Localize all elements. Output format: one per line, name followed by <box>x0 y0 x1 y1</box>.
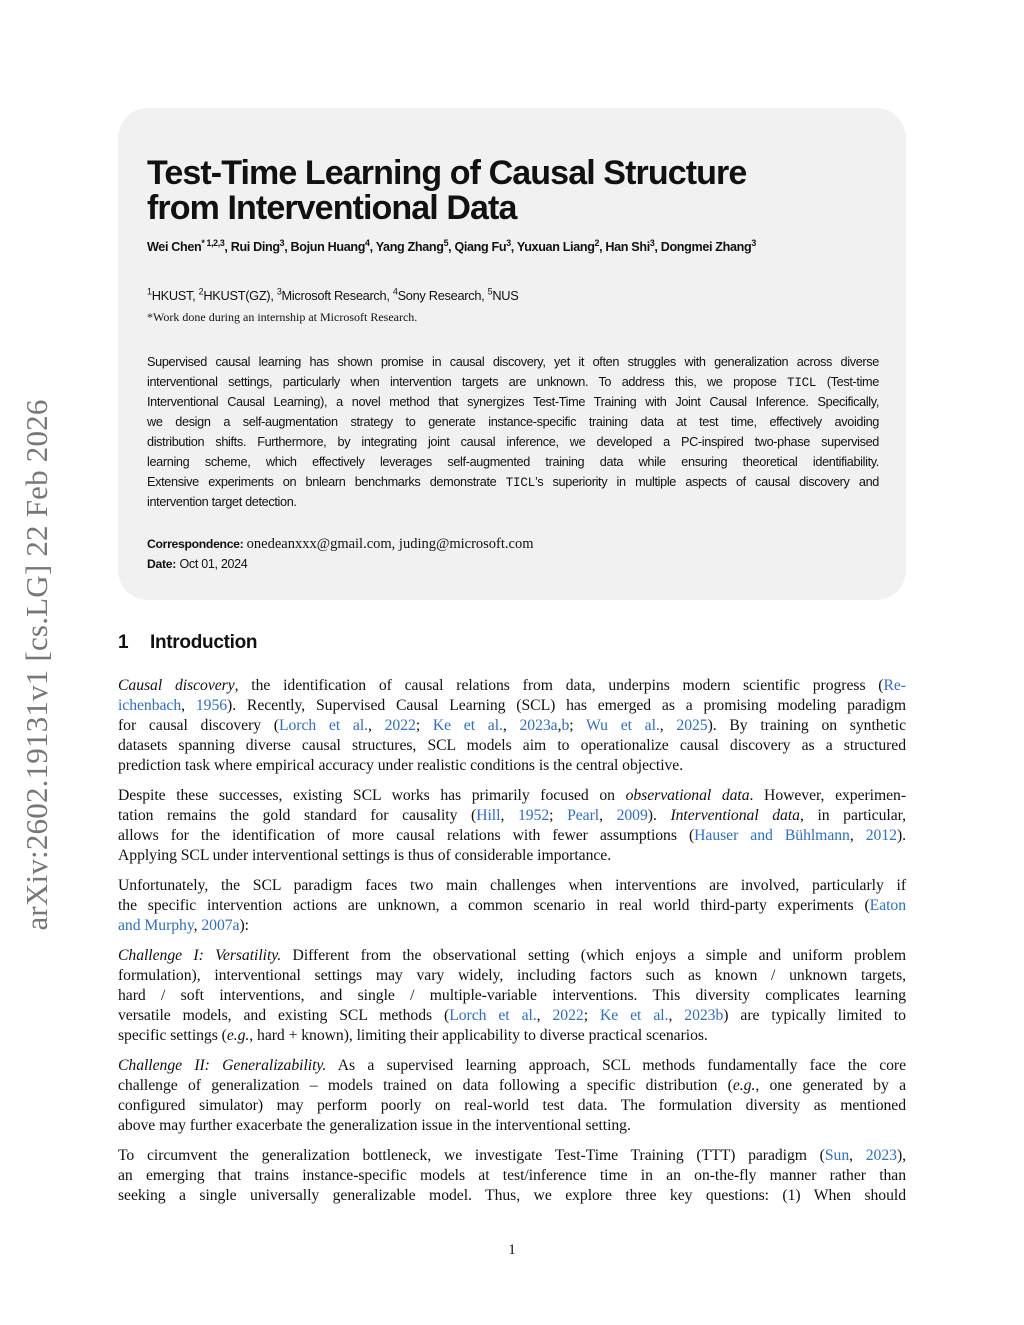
citation-year-link[interactable]: 2025 <box>676 717 708 734</box>
author: Bojun Huang <box>290 240 366 254</box>
text-line: Unfortunately, the SCL paradigm faces two main challenges when interventions are involved, particularly if <box>118 877 906 894</box>
paragraph-6 <box>118 1146 906 1206</box>
citation-link[interactable]: Re- <box>883 677 906 694</box>
citation-year-link[interactable]: 2022 <box>384 717 416 734</box>
author-affil: 4 <box>365 237 370 248</box>
citation-link[interactable]: Hill <box>476 807 501 824</box>
section-heading <box>118 632 257 654</box>
author-list: Wei Chen$^{* 1,2,3}$, Rui Ding$^3$, Bojun Huang$^4$, Yang Zhang$^5$, Qiang Fu$^3$, Yuxuan Liang$^2$, Han Shi$^3$, Dongmei Zhang$^3$ <box>147 237 756 254</box>
abstract-text: Extensive experiments on bnlearn benchmarks demonstrate <box>147 475 506 489</box>
author: Dongmei Zhang <box>660 240 752 254</box>
text: , hard + known), limiting their applicability to diverse practical scenarios. <box>249 1027 708 1044</box>
citation-link[interactable]: Sun <box>824 1147 850 1164</box>
text: , one generated by a <box>755 1077 906 1094</box>
internship-footnote: *Work done during an internship at Microsoft Research. <box>147 310 418 324</box>
author: Yuxuan Liang <box>516 240 595 254</box>
affil-mark: 4 <box>392 286 398 297</box>
paragraph-1 <box>118 676 906 776</box>
section-title: Introduction <box>150 632 258 653</box>
emphasis: Causal discovery <box>118 677 235 694</box>
text-line: above may further exacerbate the generalization issue in the interventional setting. <box>118 1117 631 1134</box>
citation-year-link[interactable]: 2023b <box>684 1007 724 1024</box>
text: ). <box>896 827 906 844</box>
paper-title <box>147 156 887 226</box>
author: Yang Zhang <box>375 240 444 254</box>
text: To circumvent the generalization bottleneck, we investigate Test-Time Training (TTT) paradigm ( <box>118 1147 825 1164</box>
text-line <box>118 1056 906 1076</box>
text: ) are typically limited to <box>723 1007 906 1024</box>
text-line <box>118 896 906 916</box>
text: specific settings ( <box>118 1027 227 1044</box>
text-line <box>118 1026 906 1046</box>
abstract-line: intervention target detection. <box>147 495 297 509</box>
author: Qiang Fu <box>454 240 507 254</box>
correspondence <box>147 536 534 553</box>
abstract-line <box>147 372 879 392</box>
abstract-text: interventional settings, particularly when intervention targets are unknown. To address this, we propose <box>147 375 788 389</box>
emphasis: observational data <box>625 787 750 804</box>
text: the specific intervention actions are unknown, a common scenario in real world third-party experiments ( <box>118 897 870 914</box>
section-number: 1 <box>118 632 129 653</box>
author-affil: 5 <box>443 237 449 248</box>
text: Despite these successes, existing SCL works has primarily focused on <box>118 787 626 804</box>
citation-link[interactable]: Pearl <box>567 807 600 824</box>
affil-mark: 5 <box>487 286 493 297</box>
text-line: and Murphy, 2007a): <box>118 917 249 934</box>
citation-link[interactable]: Wu et al. <box>586 717 660 734</box>
text-line <box>118 786 906 806</box>
author: Wei Chen <box>147 240 202 254</box>
paragraph-4 <box>118 946 906 1046</box>
correspondence-emails[interactable]: onedeanxxx@gmail.com, juding@microsoft.com <box>246 536 534 552</box>
abstract-line: Supervised causal learning has shown promise in causal discovery, yet it often struggles with generalization across diverse <box>147 355 879 369</box>
citation-link[interactable]: Hauser and Bühlmann <box>694 827 850 844</box>
text-line <box>118 946 906 966</box>
arxiv-sidebar <box>12 370 62 960</box>
date-value: Oct 01, 2024 <box>179 557 248 571</box>
emphasis: e.g. <box>226 1027 250 1044</box>
text: ), <box>896 1147 906 1164</box>
citation-link[interactable]: Eaton <box>869 897 906 914</box>
citation-link[interactable]: Lorch et al. <box>278 717 368 734</box>
affiliation: NUS <box>492 288 519 303</box>
text-line: Applying SCL under interventional settings is thus of considerable importance. <box>118 847 612 864</box>
date <box>147 557 247 571</box>
author: Rui Ding <box>230 240 280 254</box>
affiliations: $^1$HKUST, $^2$HKUST(GZ), $^3$Microsoft Research, $^4$Sony Research, $^5$NUS <box>147 286 519 303</box>
affil-mark: 3 <box>276 286 282 297</box>
affil-mark: 2 <box>198 286 204 297</box>
text: tation remains the gold standard for causality ( <box>118 807 477 824</box>
citation-year-link[interactable]: 2007a <box>201 917 240 934</box>
citation-year-link[interactable]: 2022 <box>552 1007 584 1024</box>
text-line: for causal discovery (Lorch et al., 2022; Ke et al., 2023a,b; Wu et al., 2025). By training on synthetic <box>118 717 906 734</box>
text-line: configured simulator) may perform poorly on real-world test data. The formulation diversity as mentioned <box>118 1097 906 1114</box>
citation-year-link[interactable]: b <box>561 717 570 734</box>
affil-mark: 1 <box>147 286 152 297</box>
emphasis: Interventional data <box>670 807 800 824</box>
citation-year-link[interactable]: 2009 <box>616 807 648 824</box>
paragraph-2 <box>118 786 906 866</box>
text-line: To circumvent the generalization bottleneck, we investigate Test-Time Training (TTT) paradigm (Sun, 2023), <box>118 1147 906 1164</box>
text: Different from the observational setting (which enjoys a simple and uniform problem <box>281 947 906 964</box>
emphasis: Challenge II: Generalizability. <box>118 1057 327 1074</box>
text: for causal discovery ( <box>118 717 279 734</box>
author-affil: 3 <box>649 237 655 248</box>
abstract-text: ’s superiority in multiple aspects of causal discovery and <box>534 475 879 489</box>
citation-link[interactable]: Lorch et al. <box>449 1007 537 1024</box>
affiliation: HKUST(GZ) <box>203 288 271 303</box>
text-line: formulation), interventional settings may vary widely, including factors such as known / unknown targets, <box>118 967 906 984</box>
text-line: ichenbach, 1956). Recently, Supervised Causal Learning (SCL) has emerged as a promising modeling paradigm <box>118 697 907 714</box>
abstract-line: learning scheme, which effectively leverages self-augmented training data while ensuring theoretical identifiability. <box>147 455 879 469</box>
title-line-1: Test-Time Learning of Causal Structure <box>147 154 747 192</box>
arxiv-id: arXiv:2602.19131v1 [cs.LG] 22 Feb 2026 <box>19 399 54 931</box>
affiliation: Sony Research <box>397 288 482 303</box>
text: . However, experimen- <box>749 787 906 804</box>
text: allows for the identification of more causal relations with fewer assumptions ( <box>118 827 695 844</box>
citation-link[interactable]: Ke et al. <box>432 717 503 734</box>
text-line: tation remains the gold standard for causality (Hill, 1952; Pearl, 2009). Interventional data, in particular, <box>118 807 907 824</box>
citation-year-link[interactable]: 2023a <box>519 717 558 734</box>
method-name: TICL <box>787 376 817 390</box>
text: ). Recently, Supervised Causal Learning (SCL) has emerged as a promising modeling paradigm <box>227 697 907 714</box>
text: , in particular, <box>799 807 907 824</box>
abstract-line: we design a self-augmentation strategy to generate instance-specific training data at test time, effectively avoiding <box>147 415 879 429</box>
text-line: seeking a single universally generalizable model. Thus, we explore three key questions: (1) When should <box>118 1187 906 1204</box>
text: ): <box>239 917 249 934</box>
author-affil: * 1,2,3 <box>201 237 225 248</box>
citation-year-link[interactable]: 2012 <box>865 827 897 844</box>
date-label: Date: <box>147 557 176 571</box>
author-affil: 3 <box>506 237 511 248</box>
emphasis: e.g. <box>732 1077 756 1094</box>
abstract-line: distribution shifts. Furthermore, by integrating joint causal inference, we developed a PC-inspired two-phase supervised <box>147 435 879 449</box>
author-affil: 2 <box>594 237 600 248</box>
citation-year-link[interactable]: 1956 <box>195 697 228 714</box>
paragraph-5 <box>118 1056 906 1136</box>
text: versatile models, and existing SCL methods ( <box>118 1007 450 1024</box>
abstract-line: Interventional Causal Learning), a novel method that synergizes Test-Time Training with Joint Causal Inference. Specifically, <box>147 395 879 409</box>
affiliation: Microsoft Research <box>281 288 387 303</box>
text-line: datasets spanning diverse causal structures, SCL models aim to operationalize causal discovery as a structured <box>118 737 906 754</box>
citation-year-link[interactable]: 2023 <box>865 1147 897 1164</box>
text-line: allows for the identification of more causal relations with fewer assumptions (Hauser and Bühlmann, 2012). <box>118 827 906 844</box>
author: Han Shi <box>605 240 650 254</box>
text-line <box>118 676 906 696</box>
text: , the identification of causal relations from data, underpins modern scientific progress ( <box>234 677 884 694</box>
text-line <box>118 1076 906 1096</box>
abstract-text: (Test-time <box>816 375 879 389</box>
emphasis: Challenge I: Versatility. <box>118 947 282 964</box>
citation-link[interactable]: and Murphy <box>118 917 194 934</box>
text-line: prediction task where empirical accuracy under realistic conditions is the central objective. <box>118 757 684 774</box>
affiliation: HKUST <box>151 288 193 303</box>
abstract-line <box>147 472 879 492</box>
text: ). By training on synthetic <box>707 717 906 734</box>
citation-link[interactable]: Ke et al. <box>599 1007 669 1024</box>
method-name: TICL <box>505 476 535 490</box>
text-line: an emerging that trains instance-specific models at test/inference time in an on-the-fly manner rather than <box>118 1167 906 1184</box>
citation-year-link[interactable]: 1952 <box>517 807 550 824</box>
author-affil: 3 <box>751 237 756 248</box>
correspondence-label: Correspondence: <box>147 537 244 551</box>
page-number: 1 <box>508 1242 516 1258</box>
author-affil: 3 <box>279 237 285 248</box>
abstract <box>147 352 879 512</box>
citation-link[interactable]: ichenbach <box>118 697 182 714</box>
text: challenge of generalization – models trained on data following a specific distribution ( <box>118 1077 733 1094</box>
text: ). <box>647 807 671 824</box>
paragraph-3 <box>118 876 906 936</box>
text-line: versatile models, and existing SCL methods (Lorch et al., 2022; Ke et al., 2023b) are typically limited to <box>118 1007 906 1024</box>
text: As a supervised learning approach, SCL methods fundamentally face the core <box>326 1057 906 1074</box>
title-line-2: from Interventional Data <box>147 189 517 227</box>
text-line: hard / soft interventions, and single / multiple-variable interventions. This diversity complicates learning <box>118 987 906 1004</box>
